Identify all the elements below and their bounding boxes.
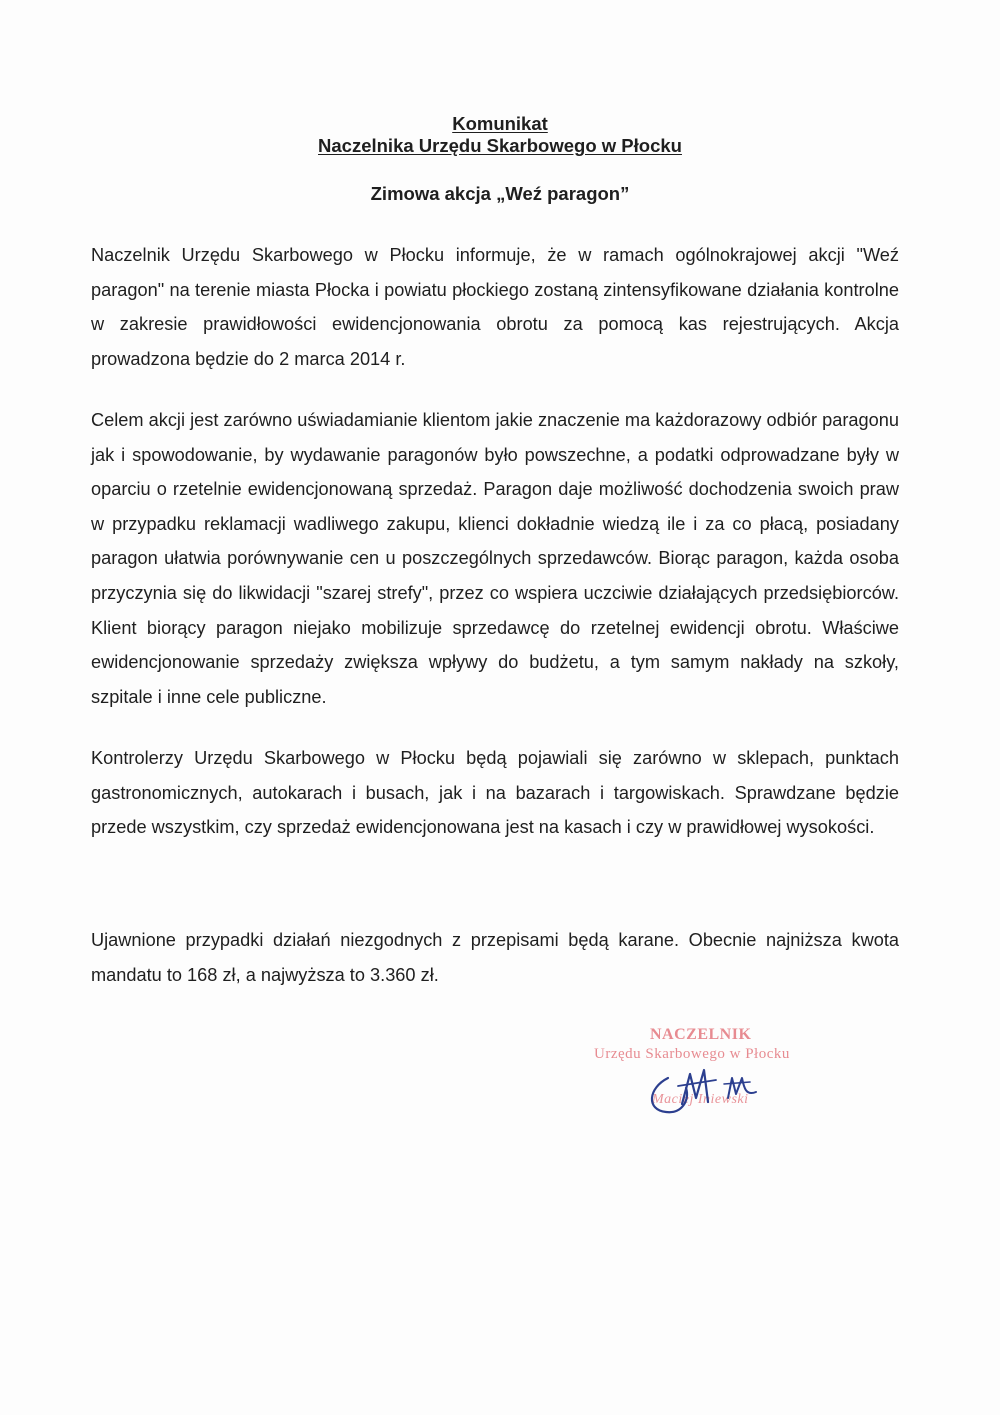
stamp-name: Maciej Iniewski: [652, 1092, 749, 1107]
header-issuer: Naczelnika Urzędu Skarbowego w Płocku: [318, 135, 682, 156]
paragraph-intro: Naczelnik Urzędu Skarbowego w Płocku informuje, że w ramach ogólnokrajowej akcji "Weź paragon" na terenie miasta Płocka i powiatu płockiego zostaną zintensyfikowane działania kontrolne w zakresie prawidłowości ewidencjonowania obrotu za pomocą kas rejestrujących. Akcja prowadzona będzie do 2 marca 2014 r.: [91, 245, 899, 369]
handwritten-signature: [638, 1048, 768, 1118]
paragraph-purpose: Celem akcji jest zarówno uświadamianie klientom jakie znaczenie ma każdorazowy odbiór paragonu jak i spowodowanie, by wydawanie paragonów było powszechne, a podatki odprowadzane były w oparciu o rzetelnie ewidencjonowaną sprzedaż. Paragon daje możliwość dochodzenia swoich praw w przypadku reklamacji wadliwego zakupu, klienci dokładnie wiedzą ile i za co płacą, posiadany paragon ułatwia porównywanie cen u poszczególnych sprzedawców. Biorąc paragon, każda osoba przyczynia się do likwidacji "szarej strefy", przez co wspiera uczciwie działających przedsiębiorców. Klient biorący paragon niejako mobilizuje sprzedawcę do rzetelnej ewidencji obrotu. Właściwe ewidencjonowanie sprzedaży zwiększa wpływy do budżetu, a tym samym nakłady na szkoły, szpitale i inne cele publiczne.: [91, 410, 899, 707]
stamp-title: NACZELNIK: [650, 1026, 752, 1043]
document-header: [0, 113, 1000, 157]
stamp-office: Urzędu Skarbowego w Płocku: [594, 1046, 790, 1062]
paragraph-penalties: Ujawnione przypadki działań niezgodnych z przepisami będą karane. Obecnie najniższa kwota mandatu to 168 zł, a najwyższa to 3.360 zł.: [91, 930, 899, 985]
official-stamp: [588, 1020, 828, 1120]
header-title: Komunikat: [452, 113, 548, 134]
paragraph-inspections: Kontrolerzy Urzędu Skarbowego w Płocku będą pojawiali się zarówno w sklepach, punktach gastronomicznych, autokarach i busach, jak i na bazarach i targowiskach. Sprawdzane będzie przede wszystkim, czy sprzedaż ewidencjonowana jest na kasach i czy w prawidłowej wysokości.: [91, 748, 899, 838]
document-subtitle: Zimowa akcja „Weź paragon”: [370, 183, 630, 204]
